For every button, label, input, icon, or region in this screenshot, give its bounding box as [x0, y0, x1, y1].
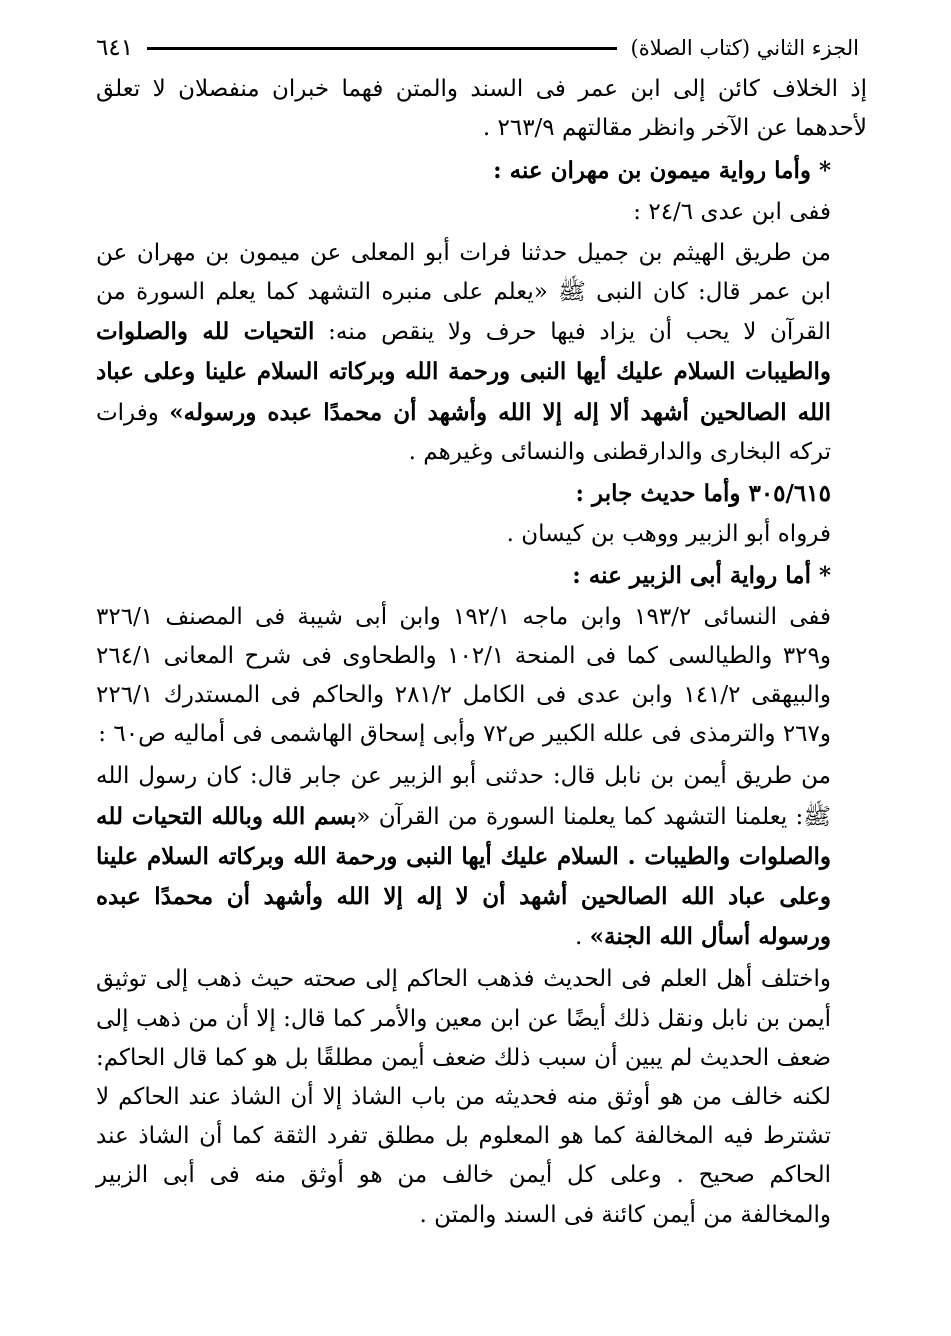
furat-note: وفرات تركه البخارى والدارقطنى والنسائى وغيرهم . [96, 399, 831, 465]
tashahhud-ayman: بسم الله وبالله التحيات لله والصلوات والطيبات . السلام عليك أيها النبى ورحمة الله وبركاته السلام علينا وعلى عباد الله الصالحين أشهد أن لا إله إلا الله وأشهد أن محمدًا عبده ورسوله أسأل الله الجنة» [96, 802, 831, 951]
narrators-jabir: فرواه أبو الزبير ووهب بن كيسان . [506, 521, 831, 548]
isnad-ayman: من طريق أيمن بن نابل قال: حدثنى أبو الزبير عن جابر قال: كان رسول الله ﷺ: يعلمنا التشهد كما يعلمنا السورة من القرآن « [96, 763, 831, 830]
period: . [575, 924, 590, 951]
page-body [96, 70, 867, 1235]
tashahhud-text: التحيات لله والصلوات والطيبات السلام عليك أيها النبى ورحمة الله وبركاته السلام علينا وعلى عباد الله الصالحين أشهد ألا إله إلا الله وأشهد أن محمدًا عبده ورسوله» [96, 318, 831, 426]
page-number: ٦٤١ [96, 35, 134, 61]
heading-maymun: * وأما رواية ميمون بن مهران عنه : [493, 157, 831, 185]
page-header [96, 28, 859, 68]
hadith-maymun [96, 234, 867, 472]
paragraph-ikhtilaf: واختلف أهل العلم فى الحديث فذهب الحاكم إلى صحته حيث ذهب إلى توثيق أيمن بن نابل ونقل ذلك أيضًا عن ابن معين والأمر كما قال: إلا أن من ذهب إلى ضعف الحديث لم يبين أن سبب ذلك ضعف أيمن مطلقًا بل هو كما قال الحاكم: لكنه خالف من هو أوثق منه فحديثه من باب الشاذ إلا أن الشاذ عند الحاكم لا تشترط فيه المخالفة كما هو المعلوم بل مطلق تفرد الثقة كما أن الشاذ عند الحاكم صحيح . وعلى كل أيمن خالف من هو أوثق منه فى أبى الزبير والمخالفة من أيمن كائنة فى السند والمتن . [96, 966, 831, 1228]
isnad-text: من طريق الهيثم بن جميل حدثنا فرات أبو المعلى عن ميمون بن مهران عن ابن عمر قال: كان النبى ﷺ «يعلم على منبره التشهد كما يعلم السورة من القرآن لا يحب أن يزاد فيها حرف ولا ينقص منه: [96, 239, 831, 346]
heading-abu-zubayr: * أما رواية أبى الزبير عنه : [572, 562, 831, 590]
running-title: الجزء الثاني (كتاب الصلاة) [630, 36, 859, 60]
source-ibn-adi: ففى ابن عدى ٢٤/٦ : [633, 198, 831, 225]
heading-jabir: ٣٠٥/٦١٥ وأما حديث جابر : [575, 480, 831, 508]
header-rule [147, 47, 616, 50]
paragraph-khilaf: إذ الخلاف كائن إلى ابن عمر فى السند والمتن فهما خبران منفصلان لا تعلق لأحدهما عن الآخر وانظر مقالتهم ٢٦٣/٩ . [96, 76, 867, 142]
sources-abu-zubayr: ففى النسائى ١٩٣/٢ وابن ماجه ١٩٢/١ وابن أبى شيبة فى المصنف ٣٢٦/١ و٣٢٩ والطيالسى كما فى المنحة ١٠٢/١ والطحاوى فى شرح المعانى ٢٦٤/١ والبيهقى ١٤١/٢ وابن عدى فى الكامل ٢٨١/٢ والحاكم فى المستدرك ٢٢٦/١ و٢٦٧ والترمذى فى علله الكبير ص٧٢ وأبى إسحاق الهاشمى فى أماليه ص٦٠ : [96, 603, 831, 748]
hadith-ayman [96, 757, 867, 957]
